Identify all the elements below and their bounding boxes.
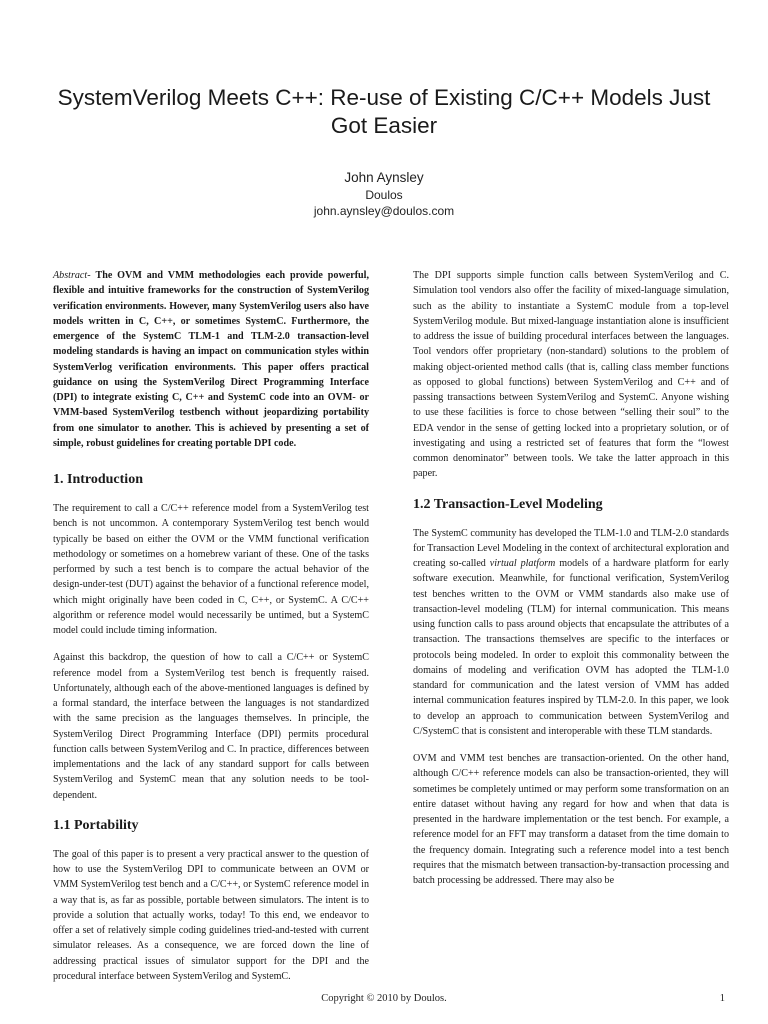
abstract-label: Abstract- — [53, 270, 91, 281]
author-block — [0, 170, 768, 219]
left-column — [53, 268, 369, 996]
portability-paragraph-2: The DPI supports simple function calls between SystemVerilog and C. Simulation tool vendors also offer the facility of mixed-language simulation, such as the ability to instantiate a SystemC module from a top-level SystemVerilog module. But mixed-language instantiation alone is insufficient to address the issue of building procedural interfaces between the languages. Tool vendors offer proprietary (non-standard) solutions to the problem of making object-oriented method calls (that is, calling class member functions as opposed to global functions) between SystemVerilog and C++ and of passing transactions between SystemVerilog and SystemC. Anyone wishing to use these facilities is force to chose between “selling their soul” to the EDA vendor in the sense of getting locked into a proprietary solution, or of investigating and using a restricted set of features that form the “lowest common denominator” between tools. We take the latter approach in this paper. — [413, 270, 729, 480]
tlm-paragraph-1-start: The SystemC community has developed the TLM-1.0 and TLM-2.0 standards for Transaction Level Modeling in the context of architectural exploration and creating so-called — [413, 527, 729, 569]
page-footer — [0, 992, 768, 1006]
paper-title: SystemVerilog Meets C++: Re-use of Existing C/C++ Models Just Got Easier — [57, 85, 711, 138]
tlm-paragraph-1 — [413, 526, 729, 740]
introduction-paragraph-2: Against this backdrop, the question of how to call a C/C++ or SystemC reference model from a SystemVerilog test bench is frequently raised. Unfortunately, although each of the above-mentioned languages is defined by a formal standard, the interface between the languages is not standardized with the same precision as the languages themselves. In principle, the SystemVerilog Direct Programming Interface (DPI) permits procedural function calls between SystemVerilog and C. In practice, differences between implementations and the lack of any standard support for calls between SystemVerilog and SystemC mean that any solution needs to be tool-dependent. — [53, 652, 369, 801]
section-heading-introduction: 1. Introduction — [53, 472, 143, 487]
page-number: 1 — [719, 993, 725, 1004]
portability-paragraph-1: The goal of this paper is to present a very practical answer to the question of how to use the SystemVerilog DPI to communicate between an OVM or VMM SystemVerilog test bench and a C/C++, or SystemC reference model in a way that is, as far as possible, portable between simulators. The intent is to provide a solution that actually works, today! To this end, we endeavor to offer a set of relatively simple coding guidelines tried-and-tested with current simulator releases. As a consequence, we are forced down the line of addressing practical issues of simulator support for the DPI and the procedural interface between SystemVerilog and SystemC. — [53, 848, 369, 982]
section-heading-portability: 1.1 Portability — [53, 817, 139, 833]
abstract — [53, 268, 369, 451]
introduction-paragraph-1: The requirement to call a C/C++ reference model from a SystemVerilog test bench is not uncommon. A contemporary SystemVerilog test bench would typically be based on either the OVM or the VMM functional verification methodology or sometimes on a homebrew variant of these. One of the tasks performed by such a test bench is to compare the actual behavior of the design-under-test (DUT) against the behavior of a functional reference model, which might originally have been coded in C, C++, or SystemC. A C/C++ algorithm or reference model would necessarily be untimed, but a SystemC model could include timing information. — [53, 503, 369, 636]
tlm-paragraph-2: OVM and VMM test benches are transaction-oriented. On the other hand, although C/C++ reference models can also be transaction-oriented, they will sometimes be completely untimed or may perform some transformation on an entire dataset without having any regard for how and when that data is presented in the hardware implementation or the test bench. For example, a reference model for an FFT may transform a dataset from the time domain to the frequency domain. Integrating such a reference model into a test bench requires that the mismatch between transaction-by-transaction processing and batch processing be addressed. There may also be — [413, 753, 729, 886]
author-affiliation: Doulos — [365, 188, 403, 202]
abstract-text: The OVM and VMM methodologies each provide powerful, flexible and intuitive frameworks for the construction of SystemVerilog verification environments. However, many SystemVerilog users also have models written in C, C++, or sometimes SystemC. Furthermore, the emergence of the SystemC TLM-1 and TLM-2.0 transaction-level modeling standards is having an impact on communication styles within SystemVerlog verification environments. This paper offers practical guidance on using the SystemVerilog Direct Programming Interface (DPI) to integrate existing C, C++ and SystemC code into an OVM- or VMM-based SystemVerilog testbench without jeopardizing portability from one simulator to another. This is achieved by presenting a set of simple, robust guidelines for creating portable DPI code. — [53, 270, 369, 449]
author-email: john.aynsley@doulos.com — [313, 204, 455, 218]
copyright-notice: Copyright © 2010 by Doulos. — [321, 993, 447, 1004]
tlm-paragraph-1-end: models of a hardware platform for early software execution. Meanwhile, for functional verification, SystemVerilog test benches written to the OVM or VMM standards also make use of transaction-level modeling (TLM) for internal communication. This means using function calls to pass around objects that encapsulate the attributes of a transaction. The transactions themselves are specific to the interfaces or protocols being modeled. In order to exploit this commonality between the domains of modeling and verification OVM has adopted the TLM-1.0 standard for communication and the latest version of VMM has added internal communication features inspired by TLM-2.0. In this paper, we look to develop an approach to communication between SystemVerilog and C/SystemC that is consistent and interoperable with these TLM standards. — [413, 558, 729, 737]
section-heading-transaction-level-modeling: 1.2 Transaction-Level Modeling — [413, 496, 603, 512]
author-name: John Aynsley — [344, 170, 424, 185]
virtual-platform-term: virtual platform — [489, 558, 556, 569]
right-column — [413, 268, 729, 900]
